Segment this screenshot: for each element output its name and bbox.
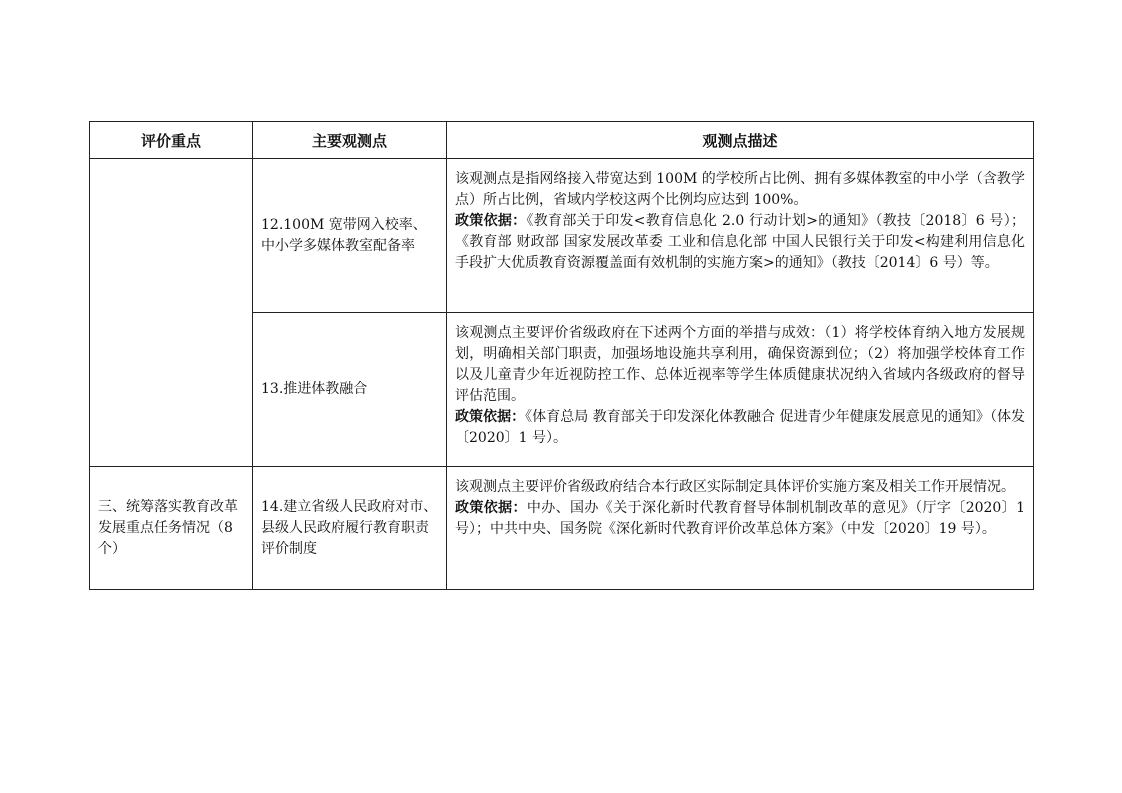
table-header-row — [90, 122, 1034, 159]
header-observation-point: 主要观测点 — [253, 122, 447, 159]
table-row — [90, 467, 1034, 590]
policy-text — [455, 211, 1025, 274]
policy-text — [455, 407, 1025, 449]
table-row — [90, 159, 1034, 313]
evaluation-table — [89, 121, 1034, 590]
description-text: 该观测点主要评价省级政府在下述两个方面的举措与成效：（1）将学校体育纳入地方发展规划，明确相关部门职责，加强场地设施共享利用，确保资源到位；（2）将加强学校体育工作以及儿童青少年近视防控工作、总体近视率等学生体质健康状况纳入省域内各级政府的督导评估范围。 — [455, 325, 1025, 404]
observation-point: 12.100M 宽带网入校率、中小学多媒体教室配备率 — [253, 159, 447, 313]
observation-point: 14.建立省级人民政府对市、县级人民政府履行教育职责评价制度 — [253, 467, 447, 590]
policy-label: 政策依据： — [455, 500, 527, 516]
policy-label: 政策依据： — [455, 213, 527, 229]
description-cell — [447, 467, 1034, 590]
description-cell — [447, 313, 1034, 467]
policy-text — [455, 498, 1025, 540]
header-evaluation-focus: 评价重点 — [90, 122, 253, 159]
policy-label: 政策依据： — [455, 409, 526, 425]
observation-point: 13.推进体教融合 — [253, 313, 447, 467]
description-text: 该观测点是指网络接入带宽达到 100M 的学校所占比例、拥有多媒体教室的中小学（含教学点）所占比例，省域内学校这两个比例均应达到 100%。 — [455, 171, 1025, 208]
focus-cell — [90, 159, 253, 467]
policy-content: 中办、国办《关于深化新时代教育督导体制机制改革的意见》（厅字〔2020〕1 号）；中共中央、国务院《深化新时代教育评价改革总体方案》（中发〔2020〕19 号）。 — [455, 500, 1025, 537]
header-description: 观测点描述 — [447, 122, 1034, 159]
policy-content: 《体育总局 教育部关于印发深化体教融合 促进青少年健康发展意见的通知》（体发〔2020〕1 号）。 — [455, 409, 1026, 446]
description-cell — [447, 159, 1034, 313]
policy-content: 《教育部关于印发<教育信息化 2.0 行动计划>的通知》（教技〔2018〕6 号）；《教育部 财政部 国家发展改革委 工业和信息化部 中国人民银行关于印发<构建利用信息化手段扩大优质教育资源覆盖面有效机制的实施方案>的通知》（教技〔2014〕6 号）等。 — [455, 213, 1025, 271]
focus-cell: 三、统筹落实教育改革发展重点任务情况（8 个） — [90, 467, 253, 590]
description-text: 该观测点主要评价省级政府结合本行政区实际制定具体评价实施方案及相关工作开展情况。 — [455, 479, 1015, 495]
